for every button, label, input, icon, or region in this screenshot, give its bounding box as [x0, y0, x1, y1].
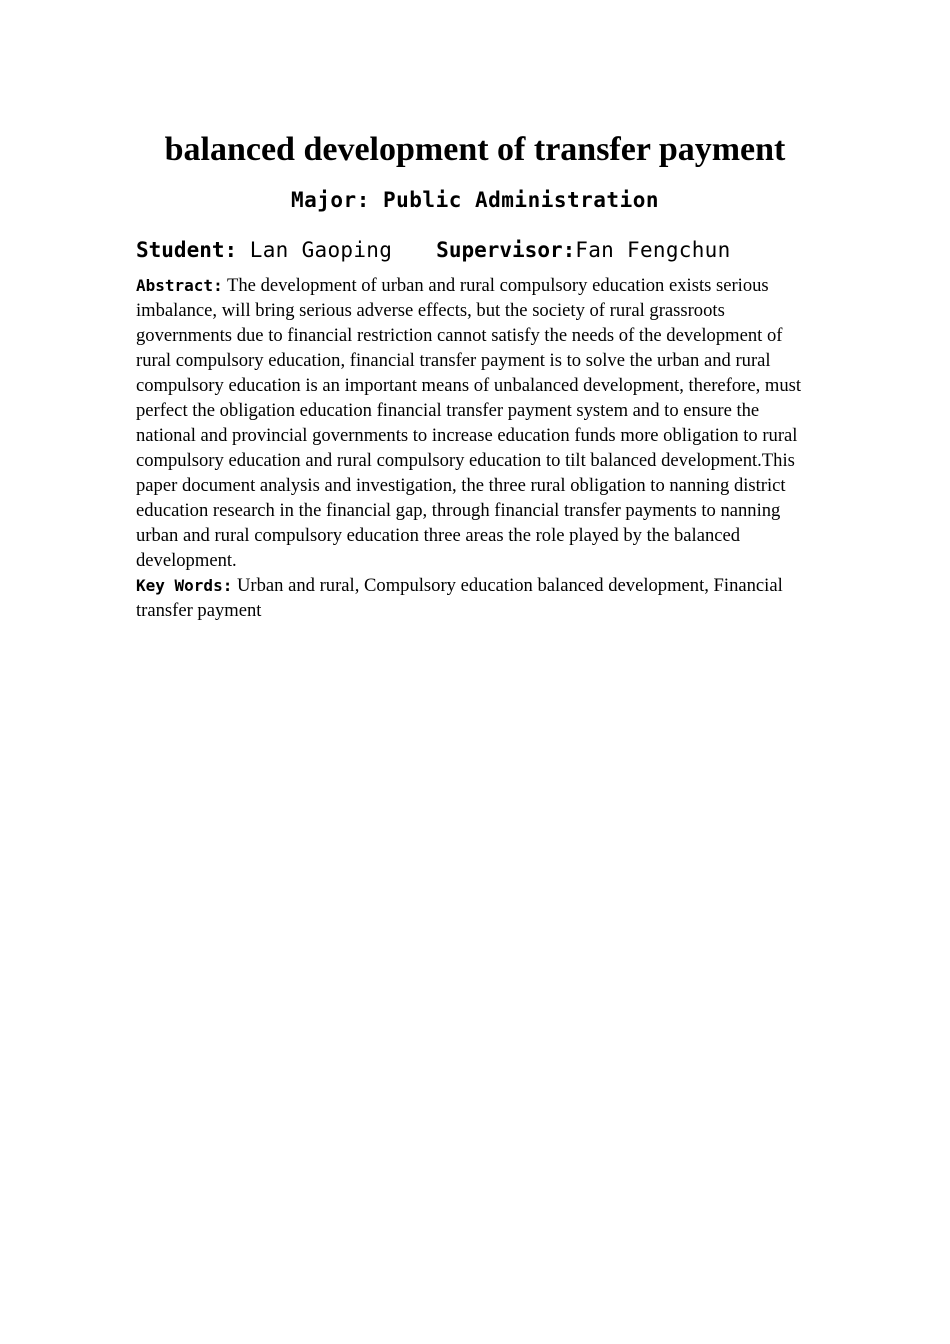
supervisor-label: Supervisor: [436, 238, 576, 262]
student-label: Student: [136, 238, 250, 262]
abstract-paragraph [136, 273, 812, 573]
author-line [136, 234, 836, 266]
major-value: Public Administration [383, 188, 660, 212]
major-label: Major: [290, 188, 383, 212]
keywords-label: Key Words: [136, 576, 233, 595]
major-line [0, 185, 950, 215]
keywords-paragraph [136, 573, 812, 623]
abstract-label: Abstract: [136, 276, 223, 295]
supervisor-name: Fan Fengchun [575, 238, 731, 262]
student-name: Lan Gaoping [249, 238, 393, 262]
abstract-section [136, 273, 812, 623]
page-title: balanced development of transfer payment [164, 131, 786, 168]
keywords-text: Urban and rural, Compulsory education balanced development, Financial transfer payment [136, 575, 783, 621]
abstract-text: The development of urban and rural compulsory education exists serious imbalance, will bring serious adverse effects, but the society of rural grassroots governments due to financial restriction cannot satisfy the needs of the development of rural compulsory education, financial transfer payment is to solve the urban and rural compulsory education is an important means of unbalanced development, therefore, must perfect the obligation education financial transfer payment system and to ensure the national and provincial governments to increase education funds more obligation to rural compulsory education and rural compulsory education to tilt balanced development.This paper document analysis and investigation, the three rural obligation to nanning district education research in the financial gap, through financial transfer payments to nanning urban and rural compulsory education three areas the role played by the balanced development. [136, 275, 802, 571]
